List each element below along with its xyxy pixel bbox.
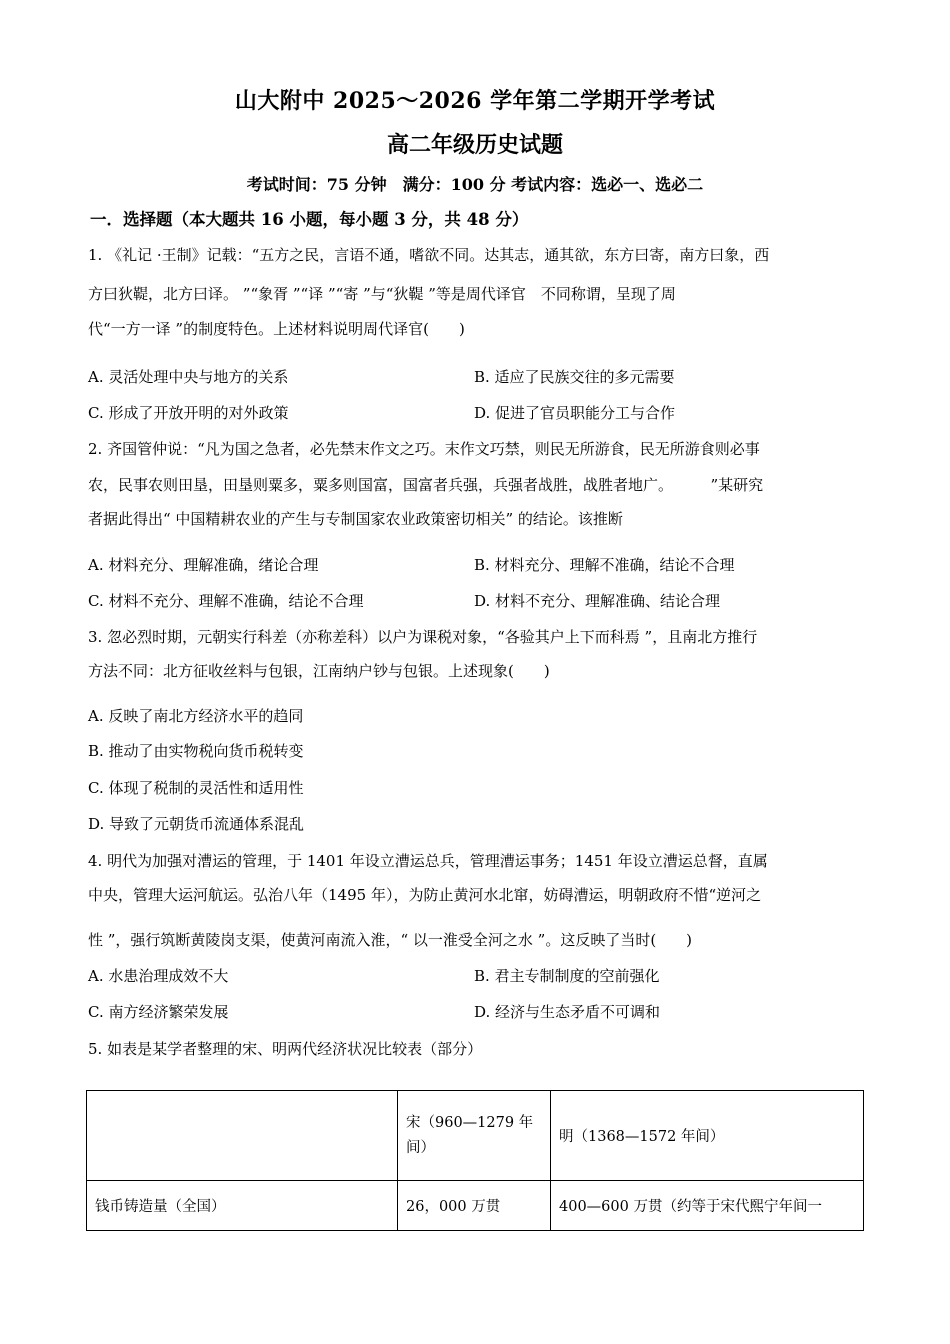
comparison-table [86, 1090, 864, 1231]
q2-option-d: D. 材料不充分、理解准确、结论合理 [474, 592, 721, 610]
exam-subtitle: 高二年级历史试题 [386, 132, 563, 158]
q3-option-b: B. 推动了由实物税向货币税转变 [88, 742, 304, 760]
q4-line-1: 4. 明代为加强对漕运的管理，于 1401 年设立漕运总兵，管理漕运事务；1451 年设立漕运总督，直属 [88, 852, 768, 870]
q4-option-d: D. 经济与生态矛盾不可调和 [474, 1003, 661, 1021]
q2-line-3: 者据此得出“ 中国精耕农业的产生与专制国家农业政策密切相关” 的结论。该推断 [88, 510, 623, 528]
table-header-cell [87, 1091, 398, 1181]
q2-option-a: A. 材料充分、理解准确，绪论合理 [88, 556, 319, 574]
q4-option-b: B. 君主专制制度的空前强化 [474, 967, 660, 985]
q3-line-2: 方法不同：北方征收丝料与包银，江南纳户钞与包银。上述现象( ) [88, 662, 550, 680]
section-heading: 一．选择题（本大题共 16 小题，每小题 3 分，共 48 分） [90, 210, 529, 229]
exam-info: 考试时间：75 分钟 满分：100 分 考试内容：选必一、选必二 [246, 175, 704, 194]
q2-option-b: B. 材料充分、理解不准确，结论不合理 [474, 556, 735, 574]
table-cell: 26，000 万贯 [398, 1181, 551, 1231]
q1-line-3: 代“一方一译 ”的制度特色。上述材料说明周代译官( ) [88, 320, 465, 338]
q4-line-2: 中央，管理大运河航运。弘治八年（1495 年），为防止黄河水北窜，妨碍漕运，明朝政府不惜“逆河之 [88, 886, 762, 904]
q5-stem: 5. 如表是某学者整理的宋、明两代经济状况比较表（部分） [88, 1040, 483, 1058]
q2-line-1: 2. 齐国管仲说：“凡为国之急者，必先禁末作文之巧。末作文巧禁，则民无所游食，民无所游食则必事 [88, 440, 760, 458]
q1-line-2: 方曰狄鞮，北方曰译。 ”“象胥 ”“译 ”“寄 ”与“狄鞮 ”等是周代译官 不同称谓，呈现了周 [88, 285, 676, 303]
q1-option-c: C. 形成了开放开明的对外政策 [88, 404, 289, 422]
q1-line-1: 1. 《礼记 ·王制》记载：“五方之民，言语不通，嗜欲不同。达其志，通其欲，东方曰寄，南方曰象，西 [88, 246, 770, 264]
q4-option-c: C. 南方经济繁荣发展 [88, 1003, 229, 1021]
q3-option-d: D. 导致了元朝货币流通体系混乱 [88, 815, 305, 833]
q1-option-b: B. 适应了民族交往的多元需要 [474, 368, 675, 386]
q2-option-c: C. 材料不充分、理解不准确，结论不合理 [88, 592, 364, 610]
q3-line-1: 3. 忽必烈时期，元朝实行科差（亦称差科）以户为课税对象，“各验其户上下而科焉 ”，且南北方推行 [88, 628, 758, 646]
q3-option-a: A. 反映了南北方经济水平的趋同 [88, 707, 304, 725]
table-header-cell: 宋（960—1279 年间） [398, 1091, 551, 1181]
table-cell: 钱币铸造量（全国） [87, 1181, 398, 1231]
table-header-cell: 明（1368—1572 年间） [551, 1091, 864, 1181]
q1-option-a: A. 灵活处理中央与地方的关系 [88, 368, 289, 386]
q4-option-a: A. 水患治理成效不大 [88, 967, 229, 985]
table-cell: 400—600 万贯（约等于宋代熙宁年间一 [551, 1181, 864, 1231]
q3-option-c: C. 体现了税制的灵活性和适用性 [88, 779, 304, 797]
exam-title: 山大附中 2025～2026 学年第二学期开学考试 [234, 88, 716, 114]
table-row [87, 1181, 864, 1231]
q1-option-d: D. 促进了官员职能分工与合作 [474, 404, 676, 422]
q2-line-2: 农，民事农则田垦，田垦则粟多，粟多则国富，国富者兵强，兵强者战胜，战胜者地广。 ”某研究 [88, 476, 764, 494]
q4-line-3: 性 ”，强行筑断黄陵岗支渠，使黄河南流入淮，“ 以一淮受全河之水 ”。这反映了当时( ) [88, 931, 693, 949]
table-header-row [87, 1091, 864, 1181]
